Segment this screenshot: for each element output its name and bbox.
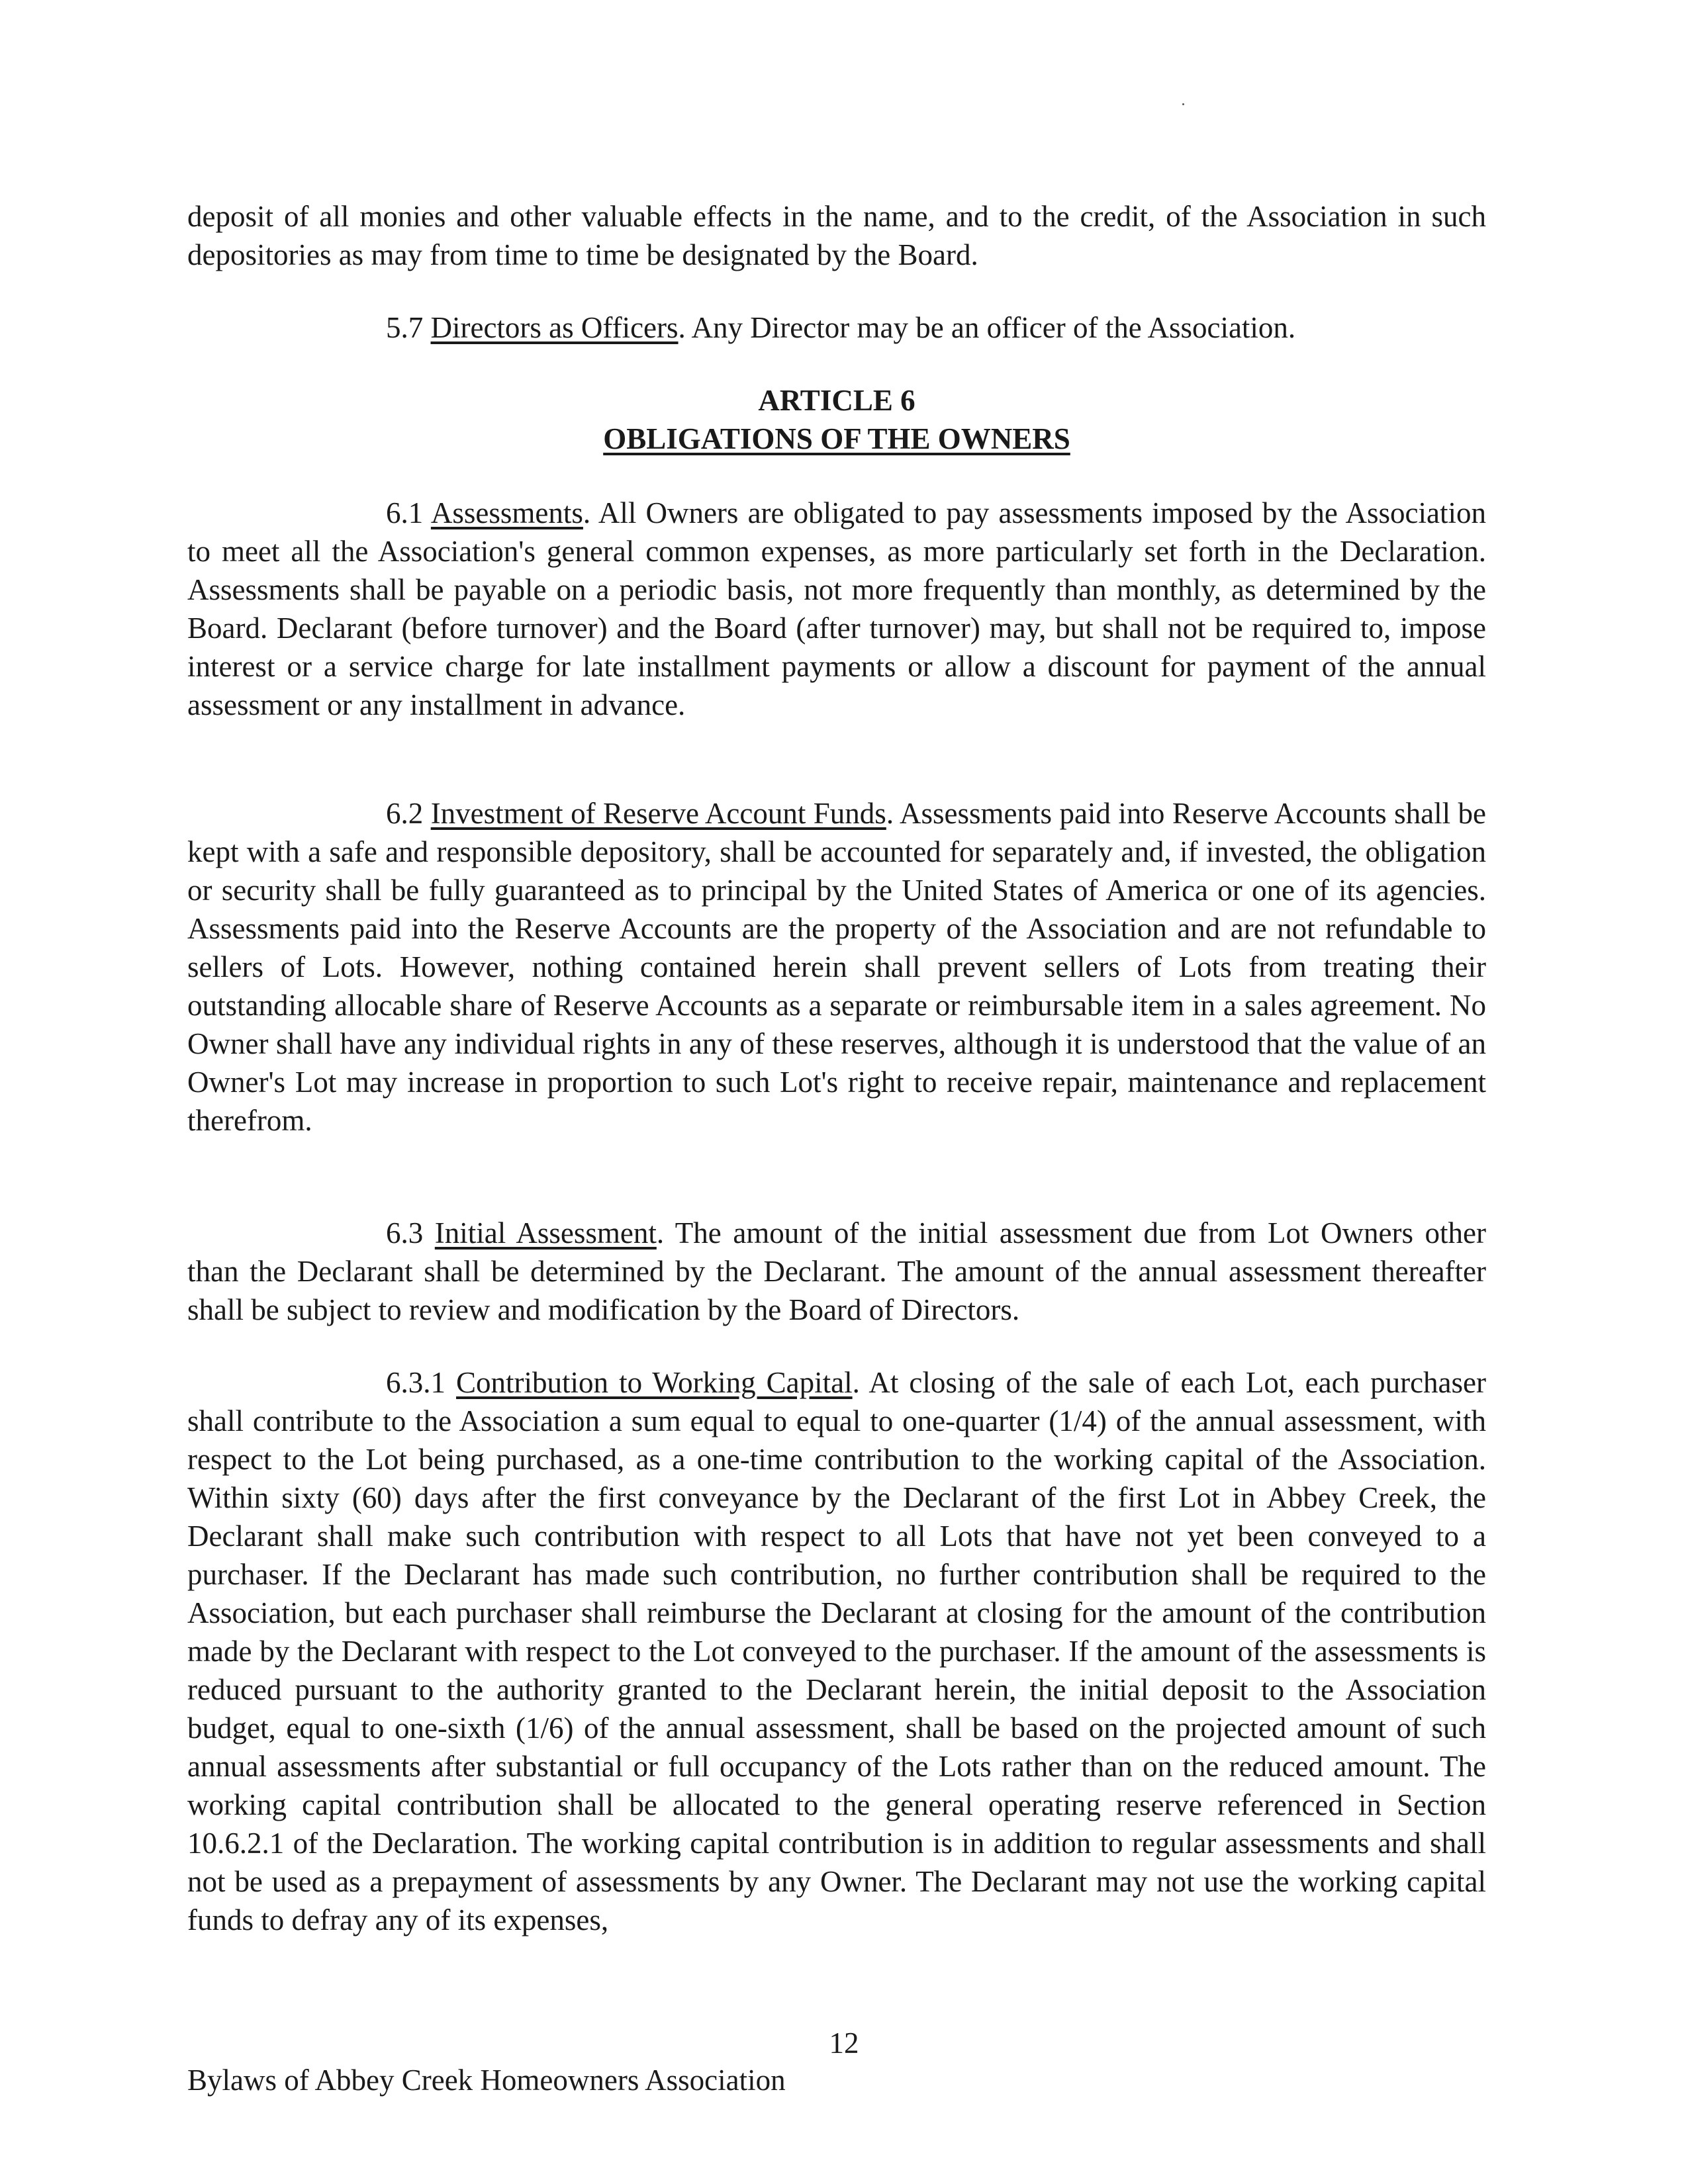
section-6-3-1-text: . At closing of the sale of each Lot, each purchaser shall contribute to the Association a sum equal to equal to one-quarter (1/4) of the annual assessment, with respect to the Lot being purchased, as a one-time contribution to the working capital of the Association. Within sixty (60) days after the first conveyance by the Declarant of the first Lot in Abbey Creek, the Declarant shall make such contribution with respect to all Lots that have not yet been conveyed to a purchaser. If the Declarant has made such contribution, no further contribution shall be required to the Association, but each purchaser shall reimburse the Declarant at closing for the amount of the contribution made by the Declarant with respect to the Lot conveyed to the purchaser. If the amount of the assessments is reduced pursuant to the authority granted to the Declarant herein, the initial deposit to the Association budget, equal to one-sixth (1/6) of the annual assessment, shall be based on the projected amount of such annual assessments after substantial or full occupancy of the Lots rather than on the reduced amount. The working capital contribution shall be allocated to the general operating reserve referenced in Section 10.6.2.1 of the Declaration. The working capital contribution is in addition to regular assessments and shall not be used as a prepayment of assessments by any Owner. The Declarant may not use the working capital funds to defray any of its expenses, — [187, 1366, 1486, 1936]
section-6-2-heading: Investment of Reserve Account Funds — [430, 797, 886, 830]
section-6-3-number: 6.3 — [386, 1216, 435, 1250]
section-6-1-heading: Assessments — [430, 496, 583, 529]
section-6-1 — [187, 494, 1486, 724]
page-number: 12 — [829, 2026, 859, 2060]
section-5-7-number: 5.7 — [386, 311, 431, 344]
intro-paragraph — [187, 197, 1486, 274]
intro-text: deposit of all monies and other valuable effects in the name, and to the credit, of the Association in such depositories as may from time to time be designated by the Board. — [187, 200, 1486, 271]
article-label: ARTICLE 6 — [758, 384, 915, 417]
section-6-1-number: 6.1 — [386, 496, 431, 529]
section-5-7 — [187, 308, 1486, 347]
article-title — [187, 420, 1486, 458]
section-6-3-1-heading: Contribution to Working Capital — [456, 1366, 853, 1399]
section-6-3-heading: Initial Assessment — [434, 1216, 657, 1250]
article-title-text: OBLIGATIONS OF THE OWNERS — [603, 422, 1070, 455]
section-6-1-text: . All Owners are obligated to pay assessments imposed by the Association to meet all the Association's general common expenses, as more particularly set forth in the Declaration. Assessments shall be payable on a periodic basis, not more frequently than monthly, as determined by the Board. Declarant (before turnover) and the Board (after turnover) may, but shall not be required to, impose interest or a service charge for late installment payments or allow a discount for payment of the annual assessment or any installment in advance. — [187, 496, 1486, 721]
section-6-3-1-number: 6.3.1 — [386, 1366, 457, 1399]
section-6-2-text: . Assessments paid into Reserve Accounts shall be kept with a safe and responsible depository, shall be accounted for separately and, if invested, the obligation or security shall be fully guaranteed as to principal by the United States of America or one of its agencies. Assessments paid into the Reserve Accounts are the property of the Association and are not refundable to sellers of Lots. However, nothing contained herein shall prevent sellers of Lots from treating their outstanding allocable share of Reserve Accounts as a separate or reimbursable item in a sales agreement. No Owner shall have any individual rights in any of these reserves, although it is understood that the value of an Owner's Lot may increase in proportion to such Lot's right to receive repair, maintenance and replacement therefrom. — [187, 797, 1486, 1137]
section-5-7-text: . Any Director may be an officer of the Association. — [678, 311, 1296, 344]
section-6-2-number: 6.2 — [386, 797, 431, 830]
section-6-3-text: . The amount of the initial assessment due from Lot Owners other than the Declarant shall be determined by the Declarant. The amount of the annual assessment thereafter shall be subject to review and modification by the Board of Directors. — [187, 1216, 1486, 1326]
scan-speck — [1182, 103, 1184, 105]
section-5-7-heading: Directors as Officers — [430, 311, 679, 344]
footer-title: Bylaws of Abbey Creek Homeowners Association — [187, 2064, 786, 2097]
section-6-3-1 — [187, 1363, 1486, 1939]
section-6-2 — [187, 794, 1486, 1140]
section-6-3 — [187, 1214, 1486, 1329]
